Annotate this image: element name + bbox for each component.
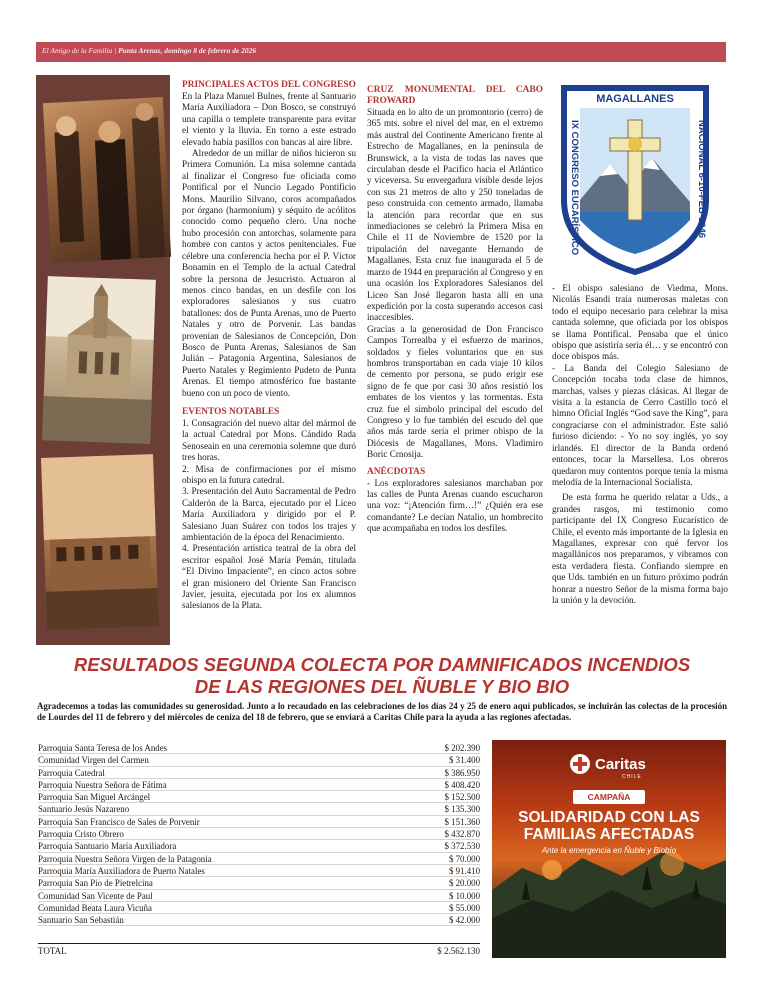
photo-cathedral: [42, 276, 156, 444]
header-text: El Amigo de la Familia | Punta Arenas, domingo 8 de febrero de 2026: [42, 46, 257, 55]
parish-name: Parroquia Nuestra Señora Virgen de la Patagonia: [38, 853, 212, 864]
parish-amount: $ 91.410: [448, 865, 480, 876]
total-amount: $ 2.562.130: [437, 946, 480, 956]
list-item: 2. Misa de confirmaciones por el mismo obispo en la futura catedral.: [182, 463, 356, 485]
section-title-main-acts: PRINCIPALES ACTOS DEL CONGRESO: [182, 80, 356, 90]
article-column-1: [182, 80, 356, 612]
emblem-top-text: MAGALLANES: [596, 93, 674, 105]
parish-name: Parroquia San Miguel Arcángel: [38, 792, 151, 803]
parish-amount: $ 20.000: [448, 878, 480, 889]
table-row: [38, 754, 480, 766]
total-label: TOTAL: [38, 946, 67, 956]
congress-emblem: [556, 80, 714, 276]
section-title-anecdotes: ANÉCDOTAS: [367, 466, 426, 477]
paragraph: Alrededor de un millar de niños hicieron su Primera Comunión. La misa solemne cantada al finalizar el Congreso fue oficiada como Pontifical por el Nuncio Legado Pontificio Mons. Maurilio Silvano, coros acompañados por órgano (harmonium) y séquito de acólitos conocido como pequeño clero. Una noche hubo procesión con antorchas, solamente para hombre con cantos y actos penitenciales. Fue célebre una conferencia hecha por el P. Víctor Bonamin en el Templo de la actual Catedral sobre la persona de Jesucristo. Actuaron al menos cinco bandas, en un desfile con los exploradores salesianos y sus cuatro batallones: dos de Punta Arenas, uno de Puerto Natales y otro de Porvenir. Las bandas provenían de Salesianos de Concepción, Don Bosco de Punta Arenas, Salesianos de San Julián – Patagonia Argentina, Salesianos de Puerto Natales y Regimiento Pudeto de Punta Arenas. El tiempo atmosférico fue bastante bueno con un poco de viento.: [182, 148, 356, 398]
caritas-logo-text: Caritas: [595, 755, 646, 773]
parish-name: Parroquia Cristo Obrero: [38, 829, 124, 840]
parish-amount: $ 70.000: [448, 853, 480, 864]
parish-name: Comunidad Virgen del Carmen: [38, 755, 149, 766]
publication-name: El Amigo de la Familia: [42, 46, 113, 55]
total-row: [38, 943, 480, 956]
table-row: [38, 914, 480, 926]
parish-name: Santuario Jesús Nazareno: [38, 804, 130, 815]
issue-date: Punta Arenas, domingo 8 de febrero de 2026: [118, 46, 257, 55]
parish-name: Parroquia María Auxiliadora de Puerto Natales: [38, 865, 205, 876]
caritas-cross-icon: [570, 754, 590, 774]
parish-amount: $ 151.360: [444, 816, 480, 827]
table-row: [38, 877, 480, 889]
parish-name: Parroquia Santa Teresa de los Andes: [38, 743, 168, 753]
campaign-subtitle: Ante la emergencia en Ñuble y Biobío: [541, 846, 677, 855]
list-item: 3. Presentación del Auto Sacramental de Pedro Calderón de la Barca, ejecutado por el Liceo María Auxiliadora y dirigido por el P. Salesiano Juan Suárez con todos los trajes y ambientación de la época del Renacimiento.: [182, 486, 356, 543]
parish-name: Parroquia San Francisco de Sales de Porvenir: [38, 816, 200, 827]
parish-name: Parroquia Nuestra Señora de Fátima: [38, 779, 167, 790]
parish-amount: $ 55.000: [448, 902, 480, 913]
section-title-notable-events: EVENTOS NOTABLES: [182, 406, 280, 417]
parish-amount: $ 10.000: [448, 890, 480, 901]
parish-amount: $ 202.390: [444, 743, 480, 753]
parish-name: Comunidad Beata Laura Vicuña: [38, 902, 152, 913]
table-row: [38, 779, 480, 791]
parish-amount: $ 135.300: [444, 804, 480, 815]
parish-amount: $ 432.870: [444, 829, 480, 840]
paragraph: Gracias a la generosidad de Don Francisco Campos Torrealba y el esfuerzo de marinos, soldados y fieles voluntarios que en sus hombros transportaban en cada viaje 10 kilos de cemento por persona, se pudo erigir ese signo de fe que por casi 30 años resistió los embates de los vientos y las tormentas. Esta cruz fue el símbolo principal del escudo del Congreso y lo fue también del escudo del que años más tarde sería el primer obispo de la Diócesis de Magallanes, Mons. Vladimiro Boric Crnosija.: [367, 323, 543, 460]
caritas-logo: [570, 754, 646, 774]
results-title-line-2: DE LAS REGIONES DEL ÑUBLE Y BIO BIO: [194, 676, 570, 697]
parish-amount: $ 372.530: [444, 841, 480, 852]
parish-name: Parroquia San Pío de Pietrelcina: [38, 878, 153, 889]
photo-clergy: [43, 97, 171, 263]
emblem-right-text: NACIONAL 6-10-FEB-1946: [696, 120, 707, 239]
caritas-logo-sub: CHILE: [622, 774, 642, 780]
parish-name: Santuario San Sebastián: [38, 915, 124, 926]
caritas-campaign-banner: [492, 740, 726, 958]
parish-name: Parroquia Catedral: [38, 767, 105, 778]
table-row: [38, 902, 480, 914]
parish-amount: $ 408.420: [444, 779, 480, 790]
emblem-left-text: IX CONGRESO EUCARÍSTICO: [569, 120, 580, 256]
paragraph: En la Plaza Manuel Bulnes, frente al Santuario María Auxiliadora – Don Bosco, se construyó una capilla o templete transparente para evitar el viento y la lluvia. En torno a este estrado elevado había pasillos con bancas al aire libre.: [182, 91, 356, 147]
table-row: [38, 853, 480, 865]
donation-table: [38, 742, 480, 926]
results-title-line-1: RESULTADOS SEGUNDA COLECTA POR DAMNIFICADOS INCENDIOS: [73, 654, 691, 675]
parish-amount: $ 386.950: [444, 767, 480, 778]
list-item: 1. Consagración del nuevo altar del mármol de la actual Catedral por Mons. Cándido Rada Senoseain en una ceremonia solemne que duró tres horas.: [182, 417, 356, 463]
section-title-froward-cross: CRUZ MONUMENTAL DEL CABO FROWARD: [367, 85, 543, 106]
results-intro: Agradecemos a todas las comunidades su generosidad. Junto a lo recaudado en las celebraciones de los días 24 y 25 de enero aquí publicados, se incluirán las colectas de la procesión de Lourdes del 11 de febrero y del miércoles de ceniza del 18 de febrero, que se enviará a Caritas Chile para la ayuda a las regiones afectadas.: [37, 701, 727, 722]
parish-amount: $ 42.000: [448, 915, 480, 926]
campaign-headline-1: SOLIDARIDAD CON LAS: [518, 809, 700, 826]
list-item: 4. Presentación artística teatral de la obra del escritor español José María Pemán, titulada “El Divino Impaciente”, en cinco actos sobre el gran misionero del Oriente San Francisco Javier, jesuita, ejecutada por los ex alumnos salesianos de la Plata.: [182, 543, 356, 611]
table-row: [38, 803, 480, 815]
parish-amount: $ 31.400: [448, 755, 480, 766]
header-bar: [36, 42, 726, 62]
paragraph: - El obispo salesiano de Viedma, Mons. Nicolás Esandi traía numerosas maletas con todo el equipo necesario para celebrar la misa cantada solemne, que oficiada por los obispos se llama Pontifical. Pensaba que el único obispo que asistiría sería él… y se encontró con doce obispos más.: [552, 283, 728, 362]
table-row: [38, 742, 480, 754]
parish-amount: $ 152.500: [444, 792, 480, 803]
parish-name: Parroquia Santuario María Auxiliadora: [38, 841, 177, 852]
campaign-badge: CAMPAÑA: [573, 790, 645, 804]
photo-building-parade: [41, 454, 159, 630]
paragraph: Situada en lo alto de un promontorio (cerro) de 365 mts. sobre el nivel del mar, en el extremo más austral del Continente Americano frente al Estrecho de Magallanes, en la península de Brunswick, a la vista de todas las naves que circulaban desde el Pacífico hacia el Atlántico y viceversa. Su envergadura visible desde lejos con sus 21 metros de alto y 250 toneladas de peso construida con cemento armado, llamaba la atención para recordar que en sus inmediaciones se celebró la Primera Misa en Chile el 11 de Noviembre de 1520 por la tripulación del navegante Hernando de Magallanes. Esta cruz fue inaugurada el 5 de marzo de 1944 en preparación al Congreso y en una ocasión los Exploradores Salesianos del Liceo San José llegaron hasta allí en una expedición por la costa superando accesos casi inaccesibles.: [367, 107, 543, 323]
article-column-3: [552, 283, 728, 606]
table-row: [38, 865, 480, 877]
article-column-2: [367, 80, 543, 535]
table-row: [38, 816, 480, 828]
table-row: [38, 840, 480, 852]
table-row: [38, 767, 480, 779]
table-row: [38, 828, 480, 840]
campaign-headline-2: FAMILIAS AFECTADAS: [523, 826, 695, 843]
paragraph: De esta forma he querido relatar a Uds., a grandes rasgos, mi testimonio como participante del IX Congreso Eucarístico de Chile, el evento más importante de la Iglesia en Magallanes, expresar con qué fervor los magallánicos nos preparamos, y vibramos con esta verdadera fiesta. Confiando siempre en que Uds. también en un futuro próximo podrán honrar a nuestro Señor de la misma forma bajo la unión y la devoción.: [552, 492, 728, 605]
paragraph: - La Banda del Colegio Salesiano de Concepción tocaba toda clase de himnos, marchas, valses y piezas clásicas. Al llegar de visita a la estancia de Cerro Castillo tocó el himno Oficial Inglés “God save the King”, para congraciarse con el administrador. Este salió furioso diciendo: - Yo no soy inglés, yo soy irlandés. El director de la Banda ordenó entonces, tocar la Marsellesa. Los obreros quedaron muy contentos porque tenía la misma melodía de la Internacional Socialista.: [552, 362, 728, 487]
parish-name: Comunidad San Vicente de Paul: [38, 890, 153, 901]
table-row: [38, 791, 480, 803]
table-row: [38, 890, 480, 902]
paragraph: - Los exploradores salesianos marchaban por las calles de Punta Arenas cuando escucharon una voz: “¡Atención firm…!” ¿Quién era ese comandante? Le decían Natalio, un hombrecito que acompañaba en todos los desfiles.: [367, 477, 543, 534]
